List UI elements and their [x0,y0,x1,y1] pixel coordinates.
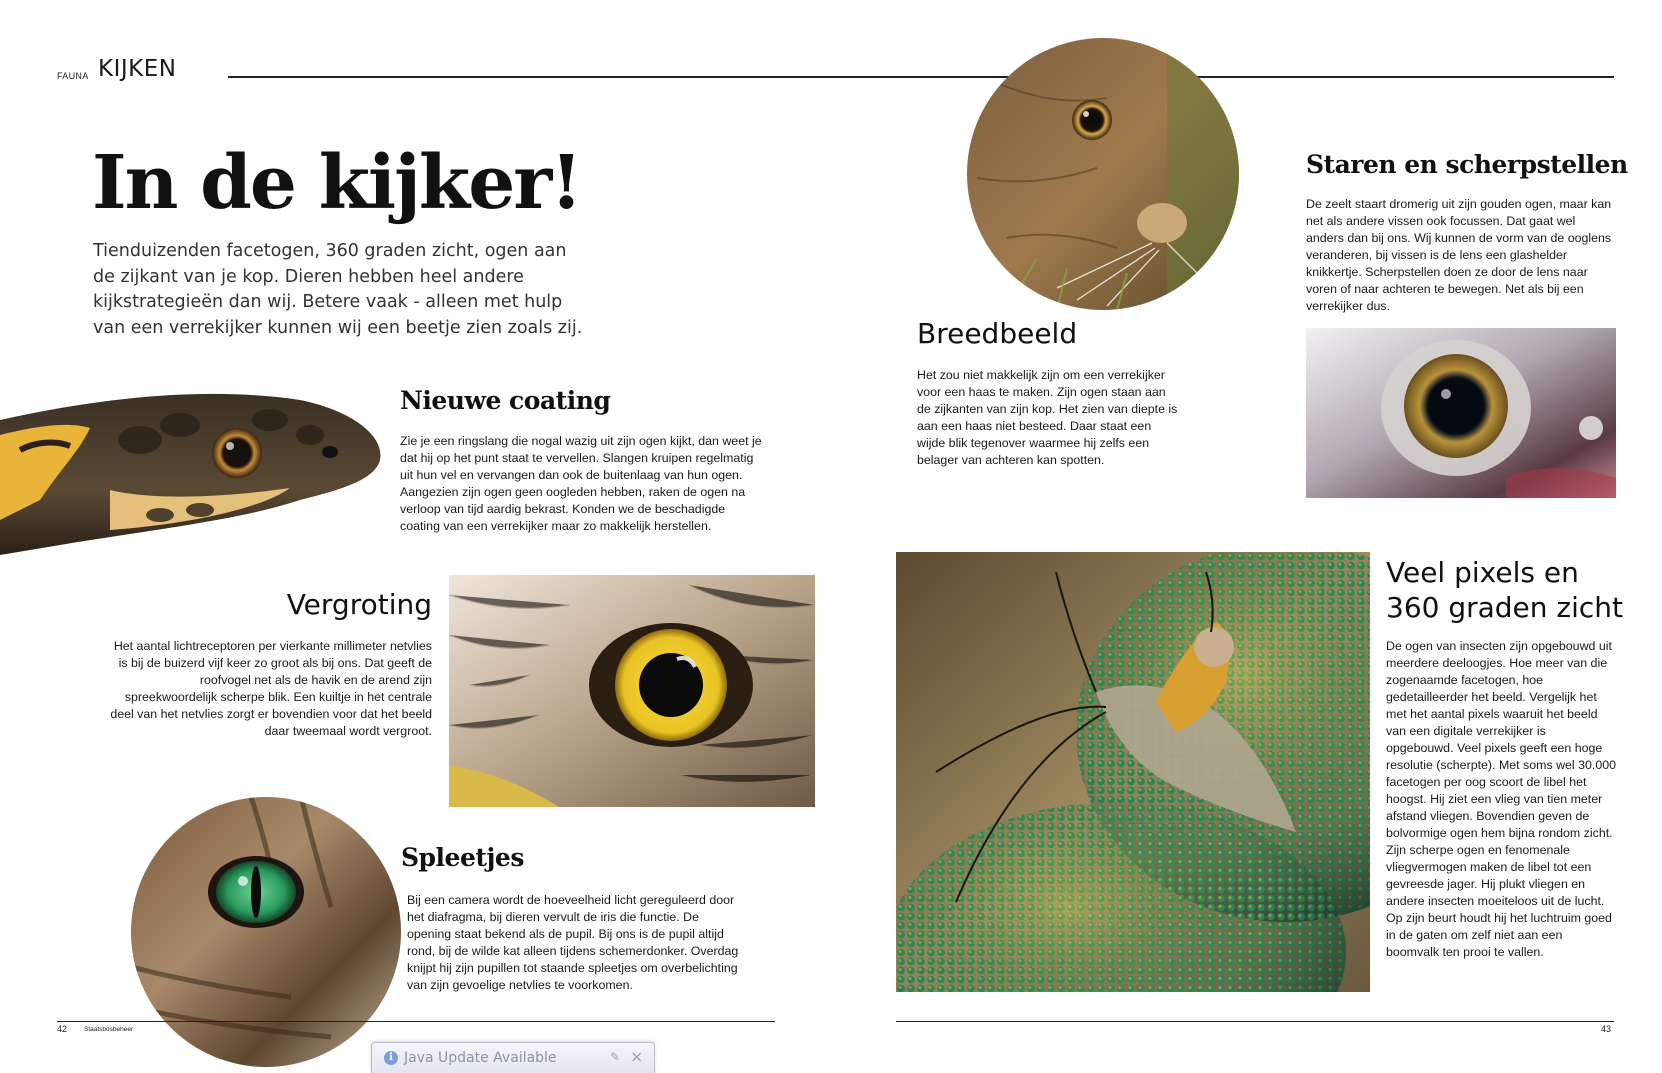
section-text-spleetjes: Bij een camera wordt de hoeveelheid licht gereguleerd door het diafragma, bij dieren vervult de iris die functie. De opening staat bekend als de pupil. Bij ons is de pupil altijd rond, bij de wilde kat alleen tijdens schemerdonker. Overdag knijpt hij zijn pupillen tot staande spleetjes om overbelichting van zijn gevoelige netvlies te voorkomen. [407,893,739,992]
footer-rule-right [896,1021,1614,1022]
section-text-breedbeeld: Het zou niet makkelijk zijn om een verrekijker voor een haas te maken. Zijn ogen staan aan de zijkanten van zijn kop. Het zien van diepte is aan een haas niet besteed. Daar staat een wijde blik tegenover waarmee hij zelfs een belager van achteren kan spotten. [917,368,1178,467]
section-text-vergroting: Het aantal lichtreceptoren per vierkante millimeter netvlies is bij de buizerd vijf keer zo groot als bij ons. Dat geeft de roofvogel net als de havik en de arend zijn spreekwoordelijk scherpe blik. Een kuiltje in het centrale deel van het netvlies zorgt er bovendien voor dat het beeld daar tweemaal wordt vergroot. [110,639,432,738]
section-title-breedbeeld: Breedbeeld [917,317,1078,350]
close-icon[interactable]: × [630,1047,644,1066]
page-number-left: 42 [57,1024,68,1034]
section-title-spleetjes: Spleetjes [401,843,524,872]
section-text-pixels: De ogen van insecten zijn opgebouwd uit meerdere deeloogjes. Hoe meer van die zogenaamde facetogen, hoe gedetailleerder het beeld. Vergelijk het met het aantal pixels waaruit het beeld van een digitale verrekijker is opgebouwd. Veel pixels geeft een hoge resolutie (scherpte). Met soms wel 30.000 facetogen per oog scoort de libel het hoogst. Hij ziet een vlieg van tien meter afstand vliegen. Bovendien geven de bolvormige ogen hem bijna rondom zicht. Zijn scherpe ogen en fenomenale vliegvermogen maken de libel tot een gevreesde jager. Hij plukt vliegen en andere insecten moeiteloos uit de lucht. Op zijn beurt houdt hij het luchtruim goed in de gaten om zelf niet aan een boomvalk ten prooi te vallen. [1386,639,1617,959]
page-number-right: 43 [1601,1024,1612,1034]
section-title-staren: Staren en scherpstellen [1306,150,1628,179]
info-icon: i [384,1051,398,1065]
cat-eye-photo [131,797,401,1067]
fish-eye-photo [1306,328,1616,498]
publisher-label: Staatsbosbeheer [84,1026,134,1033]
java-update-notification[interactable] [371,1042,655,1073]
section-title-coating: Nieuwe coating [400,386,611,415]
headline: In de kijker! [92,140,581,226]
section-title-vergroting: Vergroting [286,588,432,621]
section-text-coating: Zie je een ringslang die nogal wazig uit zijn ogen kijkt, dan weet je dat hij op het punt staat te vervellen. Slangen kruipen regelmatig uit hun vel en vervangen dan ook de buitenlaag van hun ogen. Aangezien zijn ogen geen oogleden hebben, raken de ogen na verloop van tijd aardig bekrast. Konden we de beschadigde coating van een verrekijker maar zo makkelijk herstellen. [400,434,762,533]
dragonfly-photo [896,552,1370,992]
section-title-pixels-line1: Veel pixels en [1386,556,1579,589]
footer-rule-left [57,1021,775,1022]
section-title-pixels [1386,555,1623,625]
lede: Tienduizenden facetogen, 360 graden zicht, ogen aan de zijkant van je kop. Dieren hebben heel andere kijkstrategieën dan wij. Betere vaak - alleen met hulp van een verrekijker kunnen wij een beetje zien zoals zij. [93,241,583,338]
section-text-staren: De zeelt staart dromerig uit zijn gouden ogen, maar kan net als andere vissen ook focussen. Dat gaat wel anders dan bij ons. Wij kunnen de vorm van de ooglens veranderen, bij vissen is de lens een glashelder knikkertje. Scherpstellen doen ze door de lens naar voren of naar achteren te bewegen. Net als bij een verrekijker dus. [1306,197,1612,313]
notification-text: Java Update Available [404,1050,557,1066]
header-rule [228,76,1614,78]
section-title-pixels-line2: 360 graden zicht [1386,591,1624,624]
section-label: FAUNA [57,71,89,81]
buzzard-eye-photo [449,575,815,807]
snake-photo [0,380,385,560]
page-title: KIJKEN [98,56,177,82]
hare-photo [967,38,1239,310]
settings-icon[interactable]: ✎ [610,1050,621,1064]
